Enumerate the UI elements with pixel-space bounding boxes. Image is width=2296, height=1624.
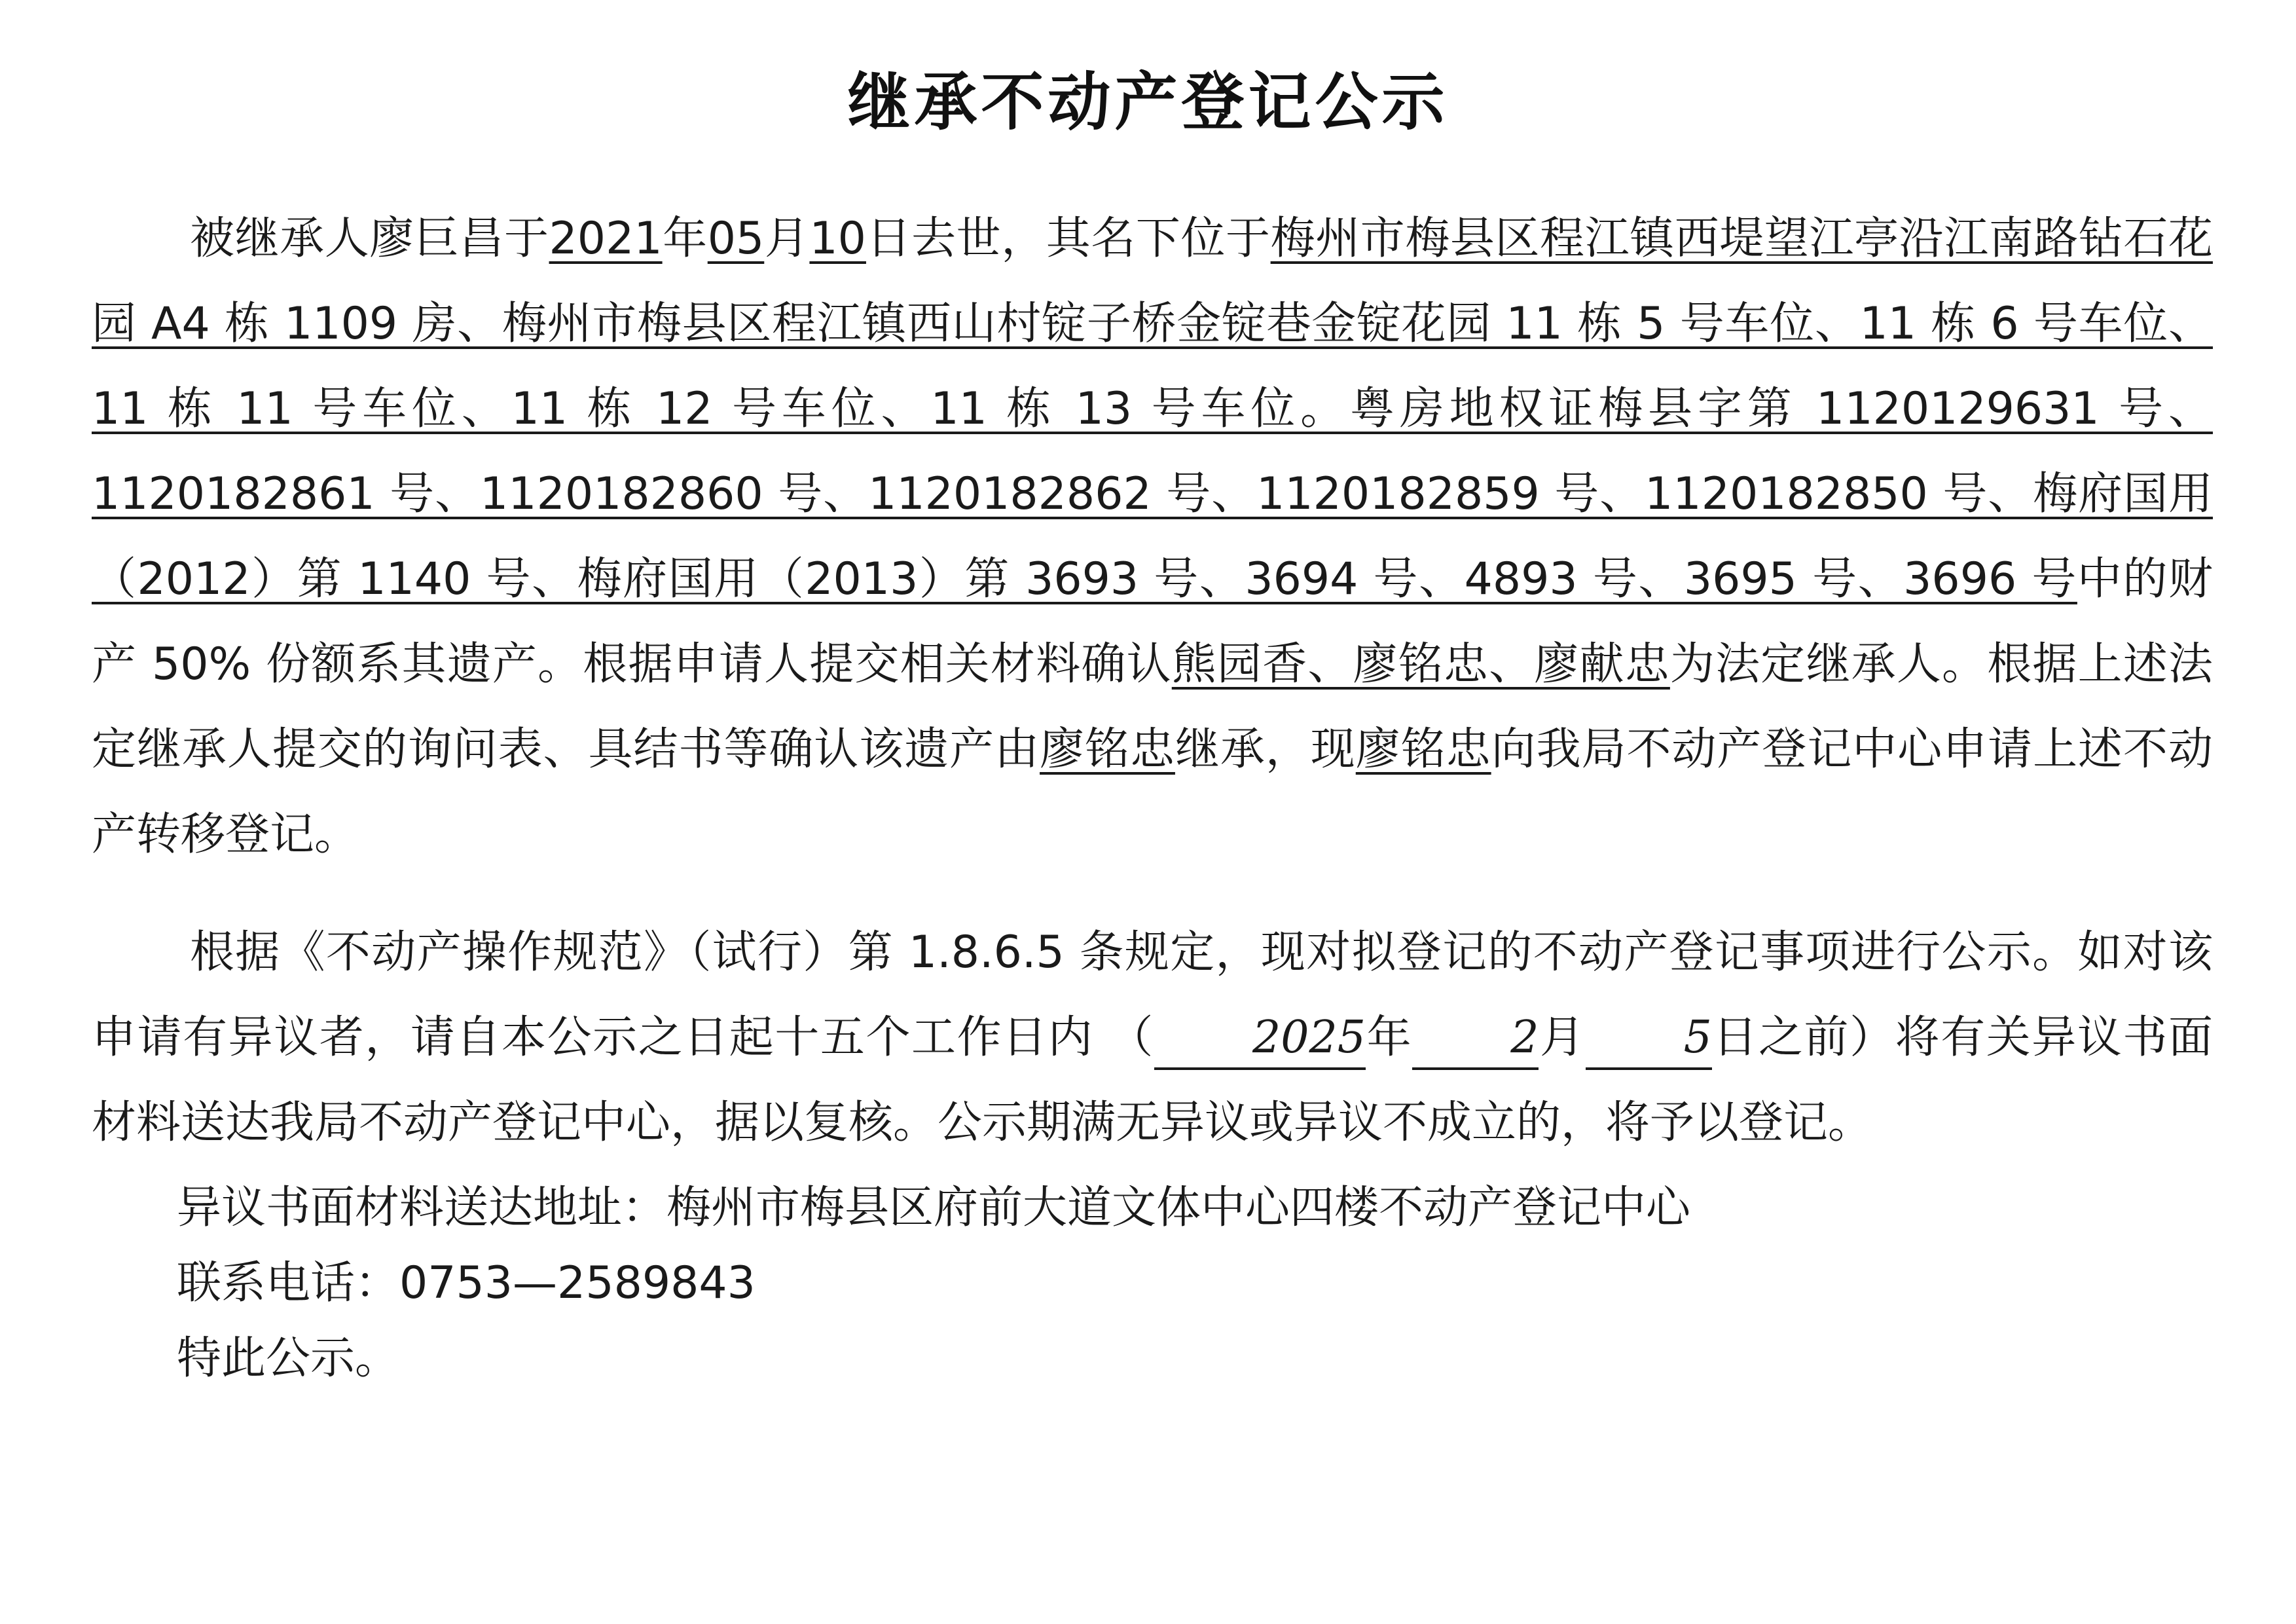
property-description: 梅州市梅县区程江镇西堤望江亭沿江南路钻石花园 A4 栋 1109 房、梅州市梅县区程江镇西山村锭子桥金锭巷金锭花园 11 栋 5 号车位、11 栋 6 号车位、11 栋 11 号车位、11 栋 12 号车位、11 栋 13 号车位。粤房地权证梅县字第 1120129631 号、1120182861 号、1120182860 号、1120182862 号、1120182859 号、1120182850 号、梅府国用（2012）第 1140 号、梅府国用（2013）第 3693 号、3694 号、4893 号、3695 号、3696 号 bbox=[92, 213, 2213, 605]
text-segment: 继承，现 bbox=[1175, 724, 1356, 775]
contact-phone: 联系电话：0753—2589843 bbox=[177, 1257, 756, 1309]
paragraph-deceased-estate bbox=[92, 196, 2213, 877]
text-segment: 根据《不动产操作规范》（试行）第 1.8.6.5 条规定，现对拟登记的不动产登记事项进行公示。如对该申请有异议者，请自本公示之日起十五个工作日内 （ bbox=[92, 927, 2213, 1063]
page-title: 继承不动产登记公示 bbox=[847, 65, 1449, 139]
legal-heirs: 熊园香、廖铭忠、廖献忠 bbox=[1171, 638, 1670, 690]
text-segment: 向我局不动产登记中心申请上述不动产转移登记。 bbox=[92, 724, 2213, 860]
text-segment: 年 bbox=[1366, 1012, 1413, 1063]
text-segment: 日之前）将有关异议书面材料送达我局不动产登记中心，据以复核。公示期满无异议或异议不成立的，将予以登记。 bbox=[92, 1012, 2213, 1149]
text-segment: 日去世，其名下位于 bbox=[866, 213, 1271, 265]
death-month: 05 bbox=[707, 213, 765, 265]
text-segment: 被继承人廖巨昌于 bbox=[190, 213, 549, 265]
inheritor-name: 廖铭忠 bbox=[1040, 724, 1175, 775]
handwritten-deadline-day: 5 bbox=[1586, 1008, 1712, 1070]
handwritten-deadline-year: 2025 bbox=[1154, 1008, 1366, 1070]
paragraph-publicity-notice bbox=[92, 910, 2213, 1166]
death-day: 10 bbox=[809, 213, 866, 265]
death-year: 2021 bbox=[549, 213, 663, 265]
applicant-name: 廖铭忠 bbox=[1355, 724, 1491, 775]
text-segment: 中的财产 50% 份额系其遗产。根据申请人提交相关材料确认 bbox=[92, 553, 2213, 690]
closing-statement: 特此公示。 bbox=[177, 1333, 400, 1384]
handwritten-deadline-month: 2 bbox=[1412, 1008, 1539, 1070]
text-segment: 月 bbox=[764, 213, 810, 265]
text-segment: 月 bbox=[1539, 1012, 1586, 1063]
text-segment: 为法定继承人。根据上述法定继承人提交的询问表、具结书等确认该遗产由 bbox=[92, 638, 2213, 775]
text-segment: 年 bbox=[662, 213, 708, 265]
objection-address: 异议书面材料送达地址：梅州市梅县区府前大道文体中心四楼不动产登记中心 bbox=[177, 1182, 1691, 1234]
